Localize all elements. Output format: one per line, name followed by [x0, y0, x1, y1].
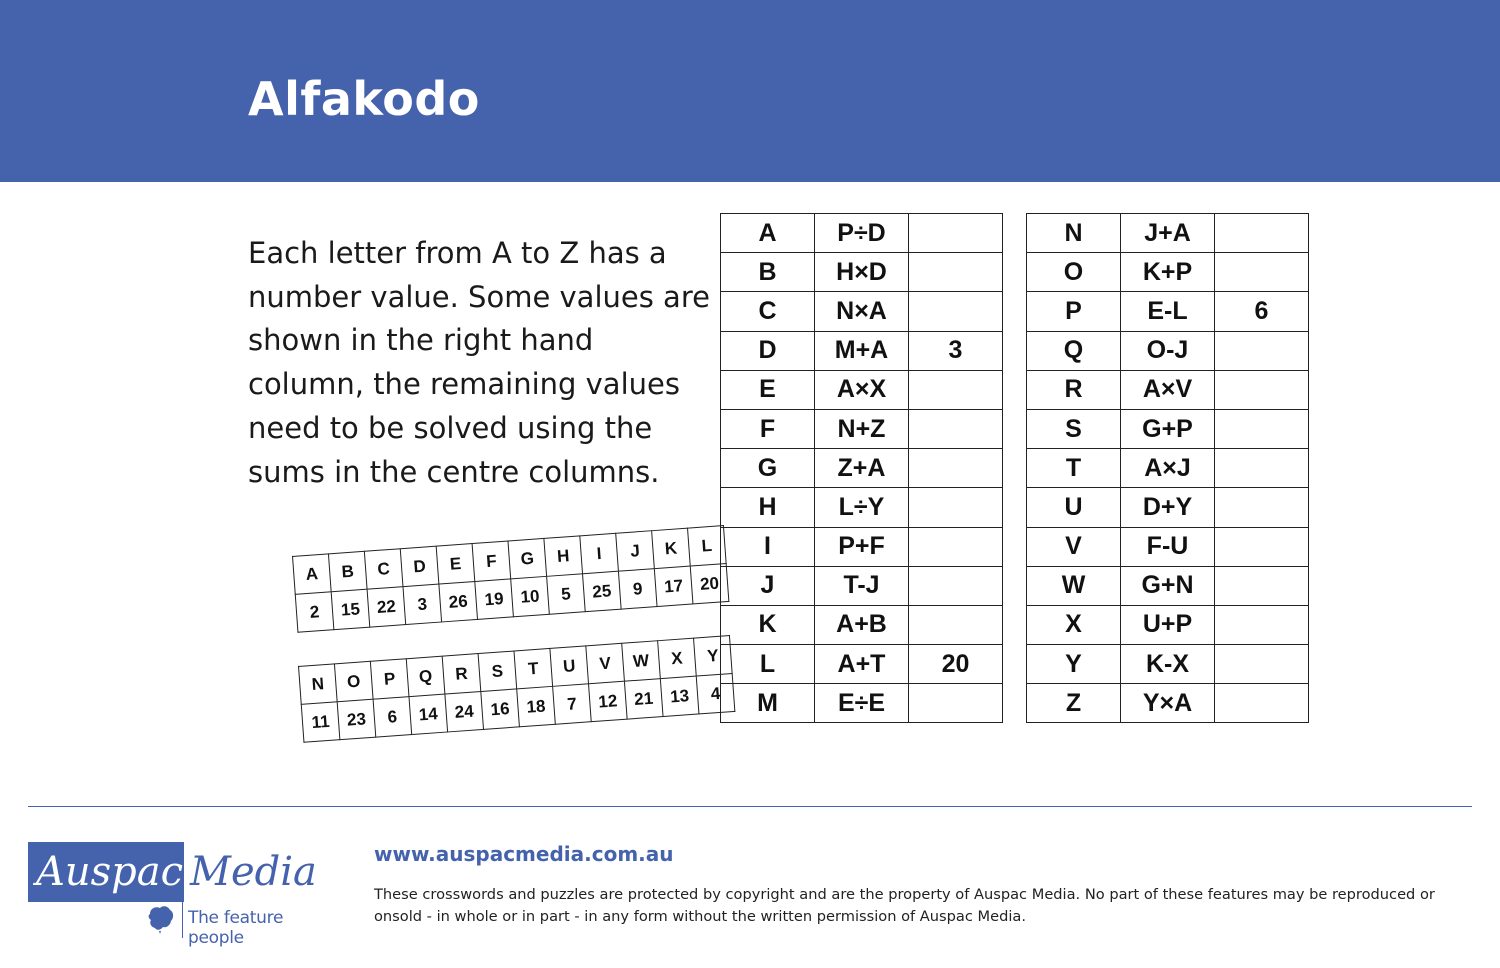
clue-sum: T-J [815, 566, 909, 605]
clue-sum: K-X [1121, 645, 1215, 684]
website-link[interactable]: www.auspacmedia.com.au [374, 842, 674, 866]
logo-word-auspac: Auspac [36, 849, 184, 895]
clue-letter: A [721, 214, 815, 253]
clue-row-m [721, 684, 1003, 723]
clue-row-l [721, 645, 1003, 684]
clue-row-a [721, 214, 1003, 253]
clue-letter: D [721, 331, 815, 370]
strip-letter-cell: O [334, 661, 373, 701]
clue-sum: G+P [1121, 409, 1215, 448]
clue-letter: R [1027, 370, 1121, 409]
clue-row-y [1027, 645, 1309, 684]
clue-grid-right [1026, 213, 1309, 723]
clue-row-i [721, 527, 1003, 566]
clue-row-j [721, 566, 1003, 605]
strip-letter-cell: F [472, 541, 511, 581]
strip-value-cell: 6 [373, 697, 412, 737]
instructions-text: Each letter from A to Z has a number value. Some values are shown in the right hand column, the remaining values need to be solved using the sums in the centre columns. [248, 236, 710, 489]
header-banner [0, 0, 1500, 182]
clue-letter: B [721, 253, 815, 292]
strip-value-cell: 2 [295, 592, 334, 632]
clue-row-k [721, 605, 1003, 644]
clue-value[interactable] [1215, 253, 1309, 292]
strip-letter-cell: A [293, 554, 332, 594]
clue-letter: T [1027, 449, 1121, 488]
clue-value[interactable] [1215, 527, 1309, 566]
strip-letter-cell: L [688, 526, 727, 566]
clue-value[interactable]: 3 [909, 331, 1003, 370]
clue-sum: O-J [1121, 331, 1215, 370]
clue-sum: P+F [815, 527, 909, 566]
clue-letter: H [721, 488, 815, 527]
clue-letter: S [1027, 409, 1121, 448]
answer-strip-a-to-l [292, 525, 729, 633]
clue-sum: N×A [815, 292, 909, 331]
strip-letter-cell: N [299, 664, 338, 704]
clue-sum: N+Z [815, 409, 909, 448]
clue-sum: A×V [1121, 370, 1215, 409]
clue-letter: V [1027, 527, 1121, 566]
strip-letter-cell: J [616, 531, 655, 571]
strip-letter-cell: H [544, 536, 583, 576]
clue-sum: E÷E [815, 684, 909, 723]
strip-value-cell: 12 [589, 681, 628, 721]
strip-value-cell: 23 [337, 699, 376, 739]
auspac-media-logo[interactable] [28, 842, 328, 948]
strip-value-cell: 20 [690, 563, 729, 603]
clue-sum: Y×A [1121, 684, 1215, 723]
clue-row-r [1027, 370, 1309, 409]
clue-sum: A+B [815, 605, 909, 644]
clue-sum: D+Y [1121, 488, 1215, 527]
clue-letter: K [721, 605, 815, 644]
clue-row-h [721, 488, 1003, 527]
clue-letter: L [721, 645, 815, 684]
clue-value[interactable] [909, 449, 1003, 488]
clue-row-o [1027, 253, 1309, 292]
strip-letter-cell: B [328, 551, 367, 591]
clue-letter: O [1027, 253, 1121, 292]
clue-row-d [721, 331, 1003, 370]
clue-letter: M [721, 684, 815, 723]
strip-letter-cell: Q [406, 656, 445, 696]
clue-sum: F-U [1121, 527, 1215, 566]
page-title: Alfakodo [248, 72, 480, 126]
strip-letter-cell: P [370, 659, 409, 699]
clue-letter: J [721, 566, 815, 605]
strip-value-cell: 3 [403, 584, 442, 624]
strip-value-cell: 14 [409, 694, 448, 734]
strip-letter-cell: R [442, 654, 481, 694]
clue-letter: Z [1027, 684, 1121, 723]
clue-value[interactable] [1215, 684, 1309, 723]
clue-letter: F [721, 409, 815, 448]
strip-value-cell: 22 [367, 587, 406, 627]
clue-sum: L÷Y [815, 488, 909, 527]
clue-letter: X [1027, 605, 1121, 644]
strip-value-cell: 9 [618, 569, 657, 609]
clue-value[interactable] [909, 488, 1003, 527]
logo-tagline: The feature people [188, 908, 284, 948]
strip-letter-cell: G [508, 538, 547, 578]
clue-value[interactable]: 20 [909, 645, 1003, 684]
strip-letter-cell: C [364, 549, 403, 589]
clue-row-x [1027, 605, 1309, 644]
clue-value[interactable] [909, 214, 1003, 253]
clue-value[interactable] [909, 684, 1003, 723]
strip-value-cell: 17 [654, 566, 693, 606]
strip-value-cell: 11 [301, 702, 340, 742]
clue-row-g [721, 449, 1003, 488]
clue-grid-left [720, 213, 1003, 723]
strip-letter-cell: U [550, 646, 589, 686]
clue-value[interactable] [1215, 566, 1309, 605]
clue-sum: J+A [1121, 214, 1215, 253]
clue-letter: Q [1027, 331, 1121, 370]
strip-value-cell: 16 [481, 689, 520, 729]
strip-letter-cell: E [436, 544, 475, 584]
clue-row-f [721, 409, 1003, 448]
strip-value-cell: 19 [475, 579, 514, 619]
clue-value[interactable] [909, 527, 1003, 566]
clue-row-w [1027, 566, 1309, 605]
clue-letter: C [721, 292, 815, 331]
clue-row-s [1027, 409, 1309, 448]
copyright-notice: These crosswords and puzzles are protected by copyright and are the property of Auspac Media. No part of these features may be reproduced or onsold - in whole or in part - in any form without the written permission of Auspac Media. [374, 886, 1435, 925]
strip-value-cell: 26 [439, 581, 478, 621]
clue-value[interactable] [1215, 605, 1309, 644]
strip-letter-cell: T [514, 648, 553, 688]
answer-strip-n-to-y [298, 635, 735, 743]
logo-word-media: Media [190, 849, 317, 895]
clue-sum: H×D [815, 253, 909, 292]
strip-letter-cell: W [622, 641, 661, 681]
clue-value[interactable] [909, 292, 1003, 331]
clue-sum: A×J [1121, 449, 1215, 488]
clue-letter: I [721, 527, 815, 566]
strip-letter-cell: D [400, 546, 439, 586]
clue-value[interactable]: 6 [1215, 292, 1309, 331]
clue-value[interactable] [909, 370, 1003, 409]
strip-letter-cell: S [478, 651, 517, 691]
clue-sum: G+N [1121, 566, 1215, 605]
clue-sum: U+P [1121, 605, 1215, 644]
clue-letter: G [721, 449, 815, 488]
strip-value-cell: 15 [331, 589, 370, 629]
australia-map-icon [146, 904, 176, 936]
strip-value-cell: 13 [660, 676, 699, 716]
clue-row-t [1027, 449, 1309, 488]
clue-value[interactable] [909, 409, 1003, 448]
strip-letter-cell: I [580, 533, 619, 573]
clue-sum: K+P [1121, 253, 1215, 292]
strip-letter-cell: V [586, 643, 625, 683]
clue-value[interactable] [909, 253, 1003, 292]
strip-letter-cell: X [658, 638, 697, 678]
clue-value[interactable] [1215, 488, 1309, 527]
clue-sum: Z+A [815, 449, 909, 488]
clue-row-p [1027, 292, 1309, 331]
clue-letter: Y [1027, 645, 1121, 684]
clue-value[interactable] [1215, 409, 1309, 448]
clue-sum: M+A [815, 331, 909, 370]
clue-row-e [721, 370, 1003, 409]
strip-value-cell: 5 [547, 574, 586, 614]
clue-sum: P÷D [815, 214, 909, 253]
clue-value[interactable] [909, 566, 1003, 605]
clue-letter: U [1027, 488, 1121, 527]
clue-row-v [1027, 527, 1309, 566]
clue-sum: A×X [815, 370, 909, 409]
clue-letter: W [1027, 566, 1121, 605]
clue-row-q [1027, 331, 1309, 370]
strip-value-cell: 18 [517, 686, 556, 726]
clue-value[interactable] [1215, 449, 1309, 488]
clue-letter: P [1027, 292, 1121, 331]
strip-letter-cell: Y [694, 636, 733, 676]
footer-divider [28, 806, 1472, 807]
strip-value-cell: 24 [445, 691, 484, 731]
clue-row-n [1027, 214, 1309, 253]
clue-sum: E-L [1121, 292, 1215, 331]
clue-value[interactable] [1215, 645, 1309, 684]
strip-letter-cell: K [652, 528, 691, 568]
clue-sum: A+T [815, 645, 909, 684]
strip-value-cell: 7 [553, 684, 592, 724]
clue-row-b [721, 253, 1003, 292]
strip-value-cell: 4 [696, 673, 735, 713]
clue-row-c [721, 292, 1003, 331]
clue-letter: E [721, 370, 815, 409]
strip-value-cell: 25 [583, 571, 622, 611]
clue-value[interactable] [1215, 331, 1309, 370]
clue-row-z [1027, 684, 1309, 723]
logo-divider [182, 902, 183, 938]
clue-letter: N [1027, 214, 1121, 253]
clue-value[interactable] [1215, 370, 1309, 409]
clue-value[interactable] [1215, 214, 1309, 253]
clue-value[interactable] [909, 605, 1003, 644]
clue-row-u [1027, 488, 1309, 527]
strip-value-cell: 21 [624, 679, 663, 719]
strip-value-cell: 10 [511, 576, 550, 616]
